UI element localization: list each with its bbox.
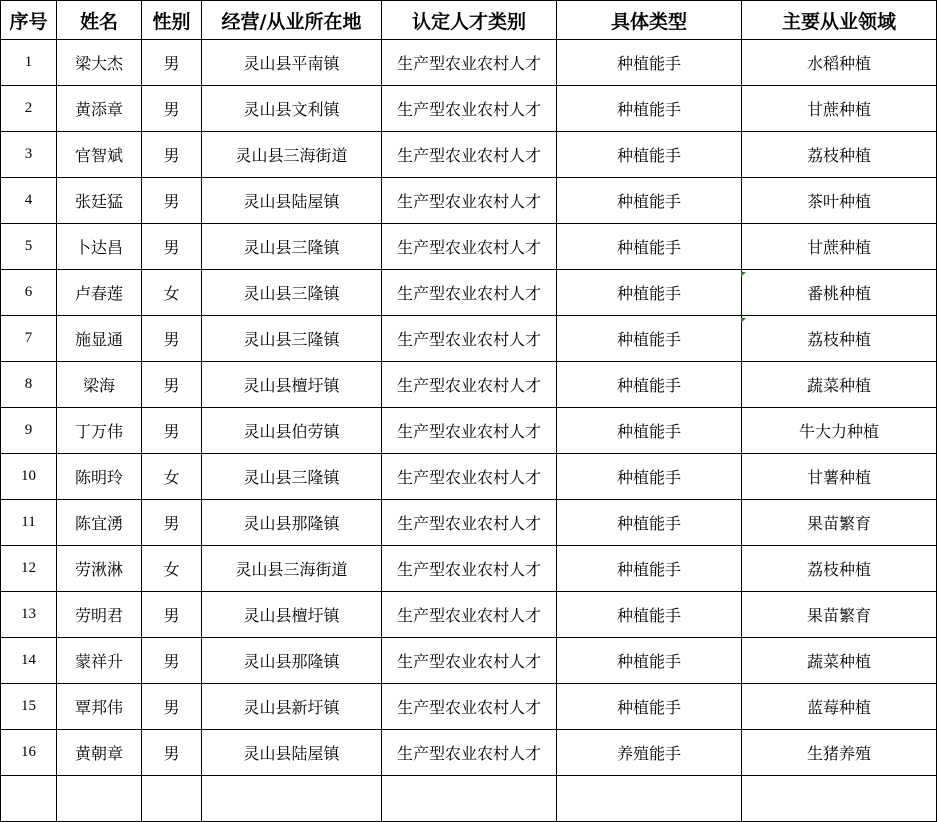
cell-gender[interactable]: 男 — [142, 178, 202, 224]
cell-type[interactable]: 种植能手 — [557, 454, 742, 500]
cell-field[interactable]: 牛大力种植 — [742, 408, 937, 454]
cell-location[interactable]: 灵山县那隆镇 — [202, 500, 382, 546]
cell-field[interactable]: 茶叶种植 — [742, 178, 937, 224]
cell-type[interactable]: 种植能手 — [557, 362, 742, 408]
cell-category[interactable]: 生产型农业农村人才 — [382, 132, 557, 178]
cell-field[interactable]: 甘蔗种植 — [742, 224, 937, 270]
cell-category[interactable]: 生产型农业农村人才 — [382, 270, 557, 316]
cell-type[interactable]: 种植能手 — [557, 270, 742, 316]
cell-index[interactable]: 12 — [1, 546, 57, 592]
cell-category[interactable]: 生产型农业农村人才 — [382, 40, 557, 86]
cell-type[interactable]: 种植能手 — [557, 86, 742, 132]
cell-name[interactable]: 劳湫淋 — [57, 546, 142, 592]
cell-location[interactable]: 灵山县陆屋镇 — [202, 178, 382, 224]
cell-location[interactable]: 灵山县檀圩镇 — [202, 592, 382, 638]
table-row — [1, 684, 937, 730]
comment-marker[interactable] — [741, 318, 746, 323]
cell-index[interactable]: 7 — [1, 316, 57, 362]
header-col-field[interactable]: 主要从业领域 — [742, 1, 937, 40]
cell-category[interactable]: 生产型农业农村人才 — [382, 178, 557, 224]
table-row — [1, 546, 937, 592]
header-col-location[interactable]: 经营/从业所在地 — [202, 1, 382, 40]
cell-index[interactable]: 3 — [1, 132, 57, 178]
cell-category[interactable]: 生产型农业农村人才 — [382, 638, 557, 684]
cell-location[interactable]: 灵山县那隆镇 — [202, 638, 382, 684]
cell-location[interactable]: 灵山县文利镇 — [202, 86, 382, 132]
cell-field[interactable]: 荔枝种植 — [742, 316, 937, 362]
cell-field[interactable]: 荔枝种植 — [742, 546, 937, 592]
cell-field[interactable]: 蔬菜种植 — [742, 638, 937, 684]
table-row — [1, 270, 937, 316]
cell-type[interactable]: 种植能手 — [557, 224, 742, 270]
cell-index[interactable]: 1 — [1, 40, 57, 86]
table-row — [1, 362, 937, 408]
cell-name[interactable]: 卜达昌 — [57, 224, 142, 270]
cell-location[interactable]: 灵山县三海街道 — [202, 132, 382, 178]
header-col-type[interactable]: 具体类型 — [557, 1, 742, 40]
table-row — [1, 178, 937, 224]
cell-field[interactable]: 番桃种植 — [742, 270, 937, 316]
table-row — [1, 454, 937, 500]
table-row — [1, 730, 937, 776]
cell-name[interactable]: 陈宜湧 — [57, 500, 142, 546]
cell-gender[interactable]: 女 — [142, 454, 202, 500]
cell-index[interactable]: 14 — [1, 638, 57, 684]
table-row — [1, 86, 937, 132]
cell-category[interactable]: 生产型农业农村人才 — [382, 224, 557, 270]
cell-empty[interactable] — [1, 776, 57, 822]
table-row — [1, 316, 937, 362]
cell-field[interactable]: 蔬菜种植 — [742, 362, 937, 408]
cell-name[interactable]: 丁万伟 — [57, 408, 142, 454]
cell-gender[interactable]: 男 — [142, 132, 202, 178]
cell-location[interactable]: 灵山县新圩镇 — [202, 684, 382, 730]
cell-name[interactable]: 梁大杰 — [57, 40, 142, 86]
cell-type[interactable]: 种植能手 — [557, 684, 742, 730]
cell-category[interactable]: 生产型农业农村人才 — [382, 454, 557, 500]
cell-gender[interactable]: 男 — [142, 730, 202, 776]
cell-name[interactable]: 黄朝章 — [57, 730, 142, 776]
table-body — [1, 40, 937, 822]
cell-location[interactable]: 灵山县檀圩镇 — [202, 362, 382, 408]
cell-location[interactable]: 灵山县三隆镇 — [202, 270, 382, 316]
cell-name[interactable]: 覃邦伟 — [57, 684, 142, 730]
table-row — [1, 40, 937, 86]
cell-gender[interactable]: 男 — [142, 592, 202, 638]
cell-location[interactable]: 灵山县三隆镇 — [202, 316, 382, 362]
cell-index[interactable]: 16 — [1, 730, 57, 776]
cell-gender[interactable]: 男 — [142, 86, 202, 132]
cell-gender[interactable]: 男 — [142, 224, 202, 270]
cell-type[interactable]: 种植能手 — [557, 132, 742, 178]
cell-location[interactable]: 灵山县伯劳镇 — [202, 408, 382, 454]
table-row — [1, 638, 937, 684]
cell-index[interactable]: 6 — [1, 270, 57, 316]
cell-name[interactable]: 官智斌 — [57, 132, 142, 178]
cell-gender[interactable]: 男 — [142, 316, 202, 362]
cell-category[interactable]: 生产型农业农村人才 — [382, 730, 557, 776]
cell-type[interactable]: 种植能手 — [557, 500, 742, 546]
cell-location[interactable]: 灵山县陆屋镇 — [202, 730, 382, 776]
cell-gender[interactable]: 女 — [142, 546, 202, 592]
cell-field[interactable]: 果苗繁育 — [742, 500, 937, 546]
cell-type[interactable]: 种植能手 — [557, 316, 742, 362]
cell-category[interactable]: 生产型农业农村人才 — [382, 86, 557, 132]
table-row — [1, 592, 937, 638]
cell-category[interactable]: 生产型农业农村人才 — [382, 546, 557, 592]
cell-location[interactable]: 灵山县三隆镇 — [202, 454, 382, 500]
cell-field[interactable]: 甘薯种植 — [742, 454, 937, 500]
comment-marker[interactable] — [741, 272, 746, 277]
cell-location[interactable]: 灵山县平南镇 — [202, 40, 382, 86]
table-row-partial — [1, 776, 937, 822]
cell-empty[interactable] — [557, 776, 742, 822]
cell-category[interactable]: 生产型农业农村人才 — [382, 316, 557, 362]
cell-type[interactable]: 种植能手 — [557, 546, 742, 592]
cell-gender[interactable]: 男 — [142, 684, 202, 730]
cell-empty[interactable] — [142, 776, 202, 822]
cell-category[interactable]: 生产型农业农村人才 — [382, 408, 557, 454]
cell-index[interactable]: 4 — [1, 178, 57, 224]
table-row — [1, 408, 937, 454]
cell-index[interactable]: 8 — [1, 362, 57, 408]
table-row — [1, 500, 937, 546]
header-row — [1, 1, 937, 40]
cell-category[interactable]: 生产型农业农村人才 — [382, 500, 557, 546]
cell-field[interactable]: 水稻种植 — [742, 40, 937, 86]
cell-name[interactable]: 蒙祥升 — [57, 638, 142, 684]
header-col-gender[interactable]: 性别 — [142, 1, 202, 40]
cell-gender[interactable]: 女 — [142, 270, 202, 316]
header-col-index[interactable]: 序号 — [1, 1, 57, 40]
cell-category[interactable]: 生产型农业农村人才 — [382, 592, 557, 638]
cell-index[interactable]: 5 — [1, 224, 57, 270]
cell-location[interactable]: 灵山县三海街道 — [202, 546, 382, 592]
cell-type[interactable]: 种植能手 — [557, 178, 742, 224]
cell-type[interactable]: 种植能手 — [557, 40, 742, 86]
cell-field[interactable]: 甘蔗种植 — [742, 86, 937, 132]
cell-field[interactable]: 荔枝种植 — [742, 132, 937, 178]
cell-name[interactable]: 陈明玲 — [57, 454, 142, 500]
cell-type[interactable]: 养殖能手 — [557, 730, 742, 776]
cell-name[interactable]: 张廷猛 — [57, 178, 142, 224]
cell-gender[interactable]: 男 — [142, 500, 202, 546]
cell-empty[interactable] — [57, 776, 142, 822]
header-col-category[interactable]: 认定人才类别 — [382, 1, 557, 40]
cell-field[interactable]: 生猪养殖 — [742, 730, 937, 776]
cell-empty[interactable] — [382, 776, 557, 822]
header-col-name[interactable]: 姓名 — [57, 1, 142, 40]
cell-field[interactable]: 果苗繁育 — [742, 592, 937, 638]
cell-location[interactable]: 灵山县三隆镇 — [202, 224, 382, 270]
cell-name[interactable]: 劳明君 — [57, 592, 142, 638]
cell-index[interactable]: 9 — [1, 408, 57, 454]
cell-field[interactable]: 蓝莓种植 — [742, 684, 937, 730]
cell-index[interactable]: 13 — [1, 592, 57, 638]
cell-gender[interactable]: 男 — [142, 362, 202, 408]
cell-name[interactable]: 卢春莲 — [57, 270, 142, 316]
cell-index[interactable]: 11 — [1, 500, 57, 546]
cell-index[interactable]: 2 — [1, 86, 57, 132]
table-row — [1, 132, 937, 178]
cell-name[interactable]: 梁海 — [57, 362, 142, 408]
cell-type[interactable]: 种植能手 — [557, 638, 742, 684]
cell-gender[interactable]: 男 — [142, 408, 202, 454]
cell-index[interactable]: 15 — [1, 684, 57, 730]
cell-empty[interactable] — [742, 776, 937, 822]
cell-gender[interactable]: 男 — [142, 40, 202, 86]
cell-type[interactable]: 种植能手 — [557, 408, 742, 454]
cell-type[interactable]: 种植能手 — [557, 592, 742, 638]
cell-category[interactable]: 生产型农业农村人才 — [382, 362, 557, 408]
cell-empty[interactable] — [202, 776, 382, 822]
cell-name[interactable]: 黄添章 — [57, 86, 142, 132]
cell-category[interactable]: 生产型农业农村人才 — [382, 684, 557, 730]
cell-gender[interactable]: 男 — [142, 638, 202, 684]
table-row — [1, 224, 937, 270]
cell-index[interactable]: 10 — [1, 454, 57, 500]
cell-name[interactable]: 施显通 — [57, 316, 142, 362]
